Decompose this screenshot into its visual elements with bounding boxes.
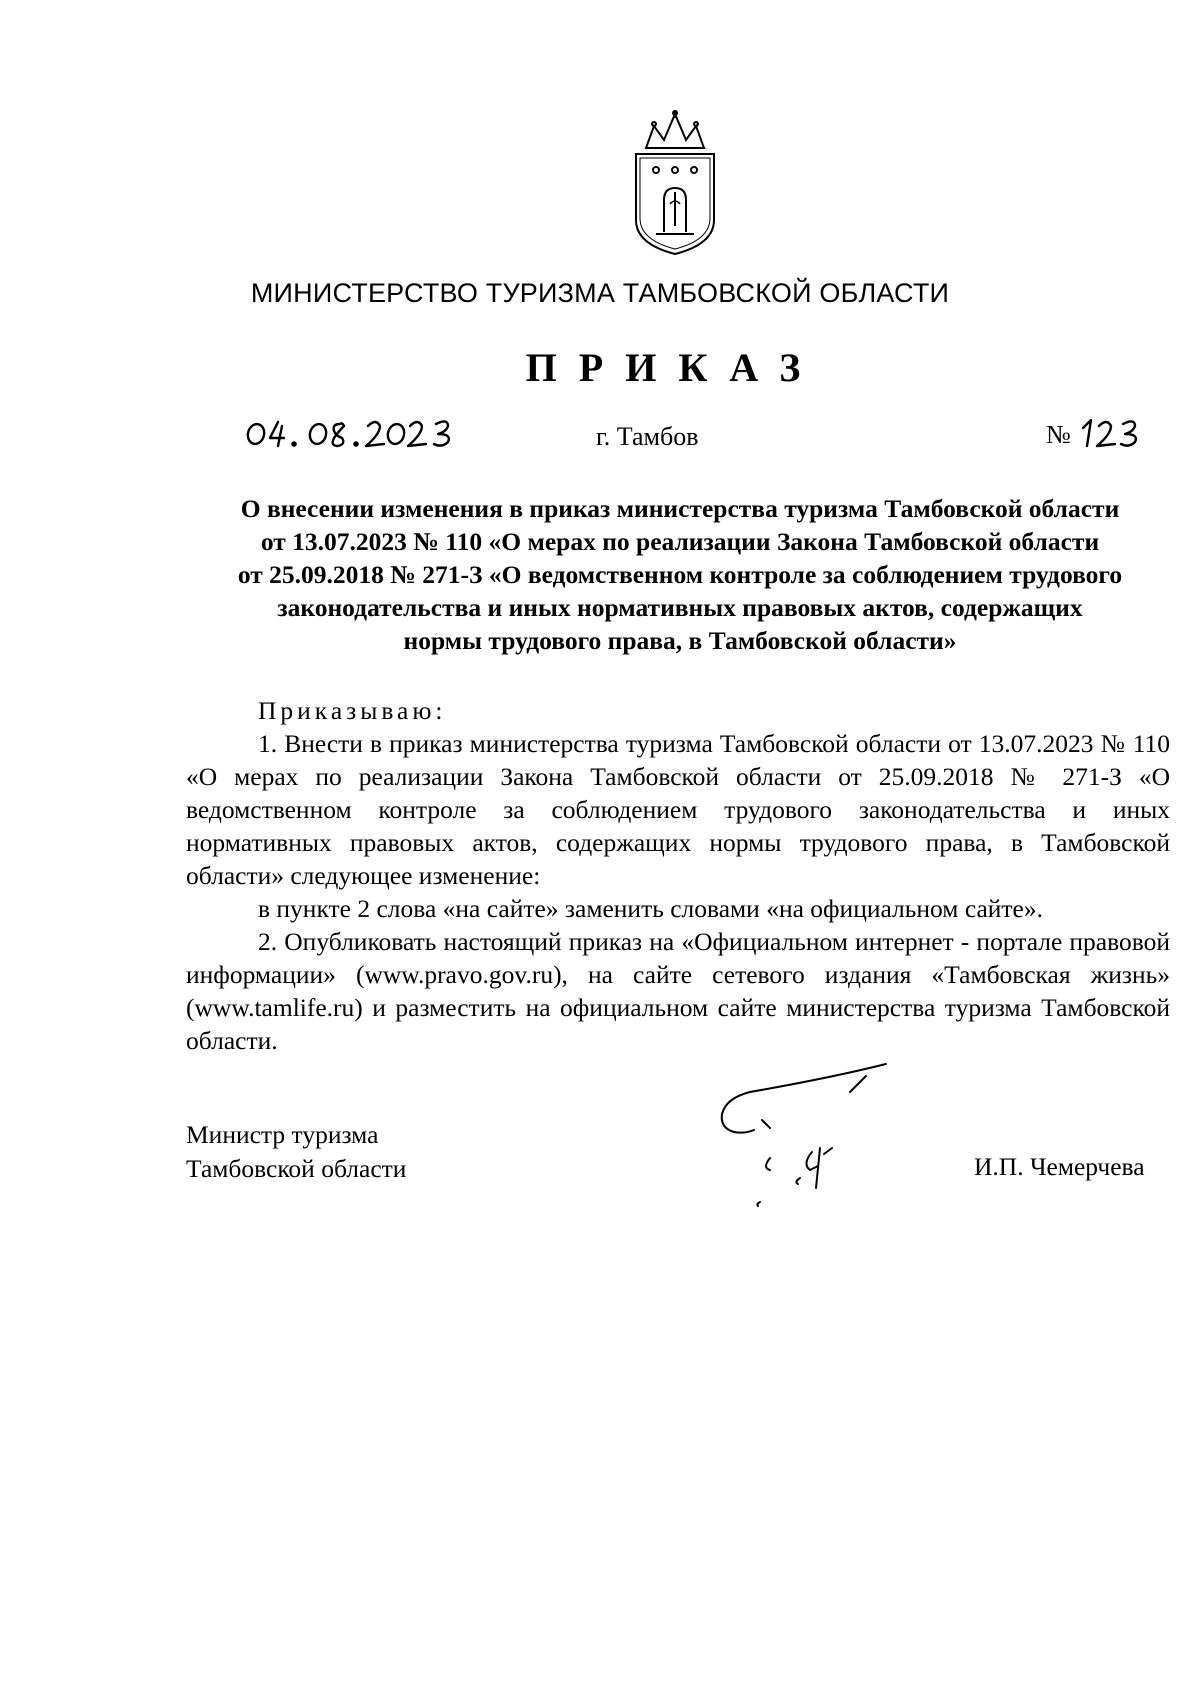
number-sign: № [1046, 420, 1071, 449]
position-line: Министр туризма [186, 1120, 379, 1149]
title-line: от 13.07.2023 № 110 «О мерах по реализации Закона Тамбовской области [260, 527, 1100, 556]
document-title [180, 492, 1180, 657]
city-label: г. Тамбов [596, 422, 699, 451]
title-line: законодательства и иных нормативных правовых актов, содержащих [277, 593, 1083, 622]
order-item-1-change: в пункте 2 слова «на сайте» заменить словами «на официальном сайте». [258, 894, 1043, 923]
position-line: Тамбовской области [186, 1154, 407, 1183]
order-number [1046, 412, 1149, 452]
order-item-2: 2. Опубликовать настоящий приказ на «Официальном интернет - портале правовой информации» (www.pravo.gov.ru), на сайте сетевого издания «Тамбовская жизнь» (www.tamlife.ru) и разместить на официальном сайте министерства туризма Тамбовской области. [186, 927, 1170, 1055]
document-type: ПРИКАЗ [525, 345, 823, 390]
signatory-position [186, 1118, 406, 1186]
ministry-name: МИНИСТЕРСТВО ТУРИЗМА ТАМБОВСКОЙ ОБЛАСТИ [250, 278, 950, 308]
handwritten-signature [710, 1058, 900, 1208]
order-intro: Приказываю: [258, 696, 447, 725]
title-line: от 25.09.2018 № 271-З «О ведомственном контроле за соблюдением трудового [237, 560, 1123, 589]
title-line: О внесении изменения в приказ министерства туризма Тамбовской области [240, 494, 1120, 523]
handwritten-date [244, 412, 468, 452]
signatory-name: И.П. Чемерчева [974, 1152, 1145, 1181]
title-line: нормы трудового права, в Тамбовской области» [403, 626, 957, 655]
document-body [186, 694, 1170, 1057]
order-item-1: 1. Внести в приказ министерства туризма Тамбовской области от 13.07.2023 № 110 «О мерах по реализации Закона Тамбовской области от 25.09.2018 № 271-З «О ведомственном контроле за соблюдением трудового законодательства и иных нормативных правовых актов, содержащих нормы трудового права, в Тамбовской области» следующее изменение: [186, 729, 1170, 890]
coat-of-arms-emblem [626, 108, 724, 256]
handwritten-number [1079, 412, 1149, 452]
